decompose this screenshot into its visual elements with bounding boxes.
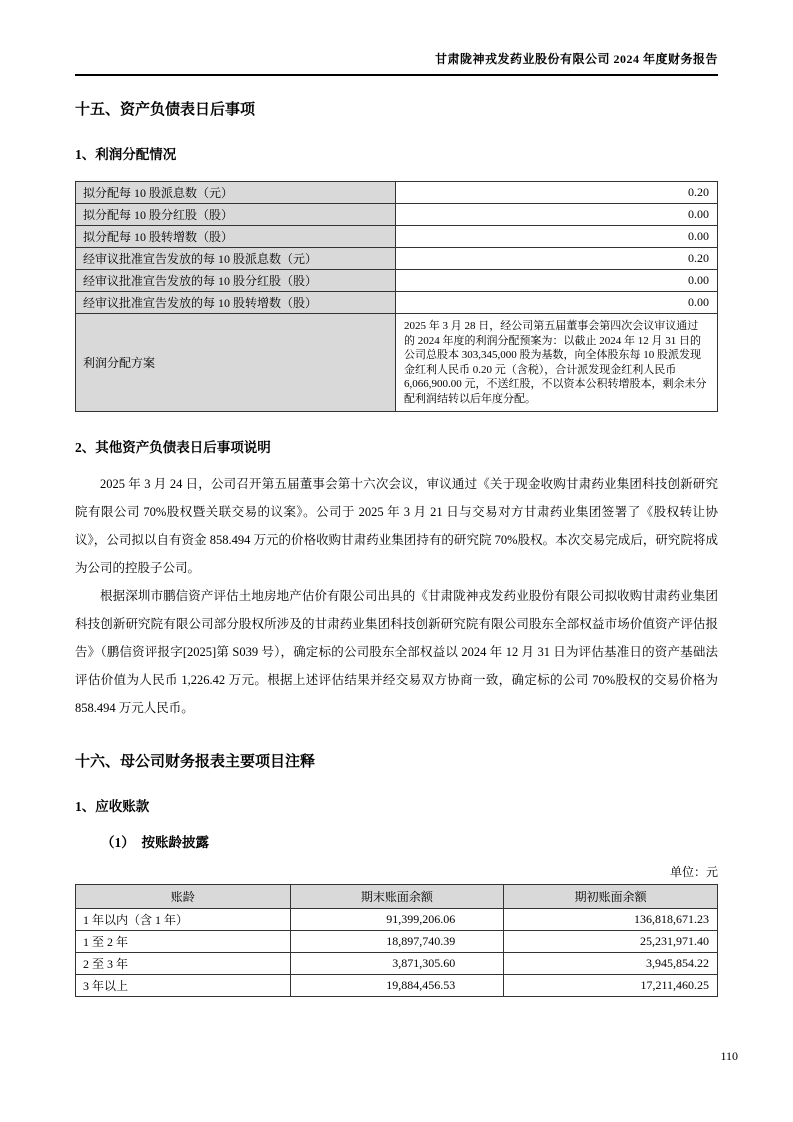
opening-balance-cell: 25,231,971.40 [504, 931, 718, 953]
opening-balance-cell: 3,945,854.22 [504, 953, 718, 975]
other-events-paragraph-1: 2025 年 3 月 24 日，公司召开第五届董事会第十六次会议，审议通过《关于现金收购甘肃药业集团科技创新研究院有限公司 70%股权暨关联交易的议案》。公司于 2025 年 3 月 21 日与交易对方甘肃药业集团签署了《股权转让协议》，公司拟以自有资金 858.494 万元的价格收购甘肃药业集团持有的研究院 70%股权。本次交易完成后，研究院将成为公司的控股子公司。 [75, 477, 718, 575]
profit-distribution-heading: 1、利润分配情况 [75, 147, 177, 162]
closing-balance-cell: 19,884,456.53 [290, 975, 504, 997]
other-events-heading: 2、其他资产负债表日后事项说明 [75, 440, 271, 455]
closing-balance-cell: 91,399,206.06 [290, 909, 504, 931]
row-label: 经审议批准宣告发放的每 10 股派息数（元） [76, 248, 396, 270]
plan-label: 利润分配方案 [76, 314, 396, 412]
opening-balance-cell: 136,818,671.23 [504, 909, 718, 931]
opening-balance-cell: 17,211,460.25 [504, 975, 718, 997]
column-header-closing-balance: 期末账面余额 [290, 885, 504, 909]
row-label: 拟分配每 10 股分红股（股） [76, 204, 396, 226]
table-row [76, 248, 718, 270]
table-row [76, 931, 718, 953]
report-title: 甘肃陇神戎发药业股份有限公司 2024 年度财务报告 [434, 52, 718, 66]
section-15-heading: 十五、资产负债表日后事项 [75, 102, 256, 118]
row-label: 经审议批准宣告发放的每 10 股分红股（股） [76, 270, 396, 292]
aging-cell: 3 年以上 [76, 975, 291, 997]
row-value: 0.20 [396, 248, 718, 270]
aging-table [75, 884, 718, 997]
aging-table-header-row [76, 885, 718, 909]
table-row [76, 226, 718, 248]
aging-disclosure-heading: （1） 按账龄披露 [101, 835, 209, 850]
row-value: 0.20 [396, 182, 718, 204]
profit-distribution-table [75, 181, 718, 412]
column-header-aging: 账龄 [76, 885, 291, 909]
aging-cell: 1 年以内（含 1 年） [76, 909, 291, 931]
page-header [75, 50, 718, 76]
table-row [76, 975, 718, 997]
table-row [76, 953, 718, 975]
table-row [76, 204, 718, 226]
unit-label: 单位：元 [669, 865, 718, 879]
section-16-heading: 十六、母公司财务报表主要项目注释 [75, 754, 316, 770]
table-row [76, 270, 718, 292]
table-row [76, 182, 718, 204]
row-value: 0.00 [396, 270, 718, 292]
table-row-plan [76, 314, 718, 412]
plan-text: 2025 年 3 月 28 日，经公司第五届董事会第四次会议审议通过的 2024 年度的利润分配预案为：以截止 2024 年 12 月 31 日的公司总股本 303,345,000 股为基数，向全体股东每 10 股派发现金红利人民币 0.20 元（含税），合计派发现金红利人民币 6,066,900.00 元，不送红股，不以资本公积转增股本，剩余未分配利润结转以后年度分配。 [396, 314, 718, 412]
row-value: 0.00 [396, 226, 718, 248]
row-value: 0.00 [396, 292, 718, 314]
table-row [76, 909, 718, 931]
row-label: 拟分配每 10 股转增数（股） [76, 226, 396, 248]
column-header-opening-balance: 期初账面余额 [504, 885, 718, 909]
aging-cell: 1 至 2 年 [76, 931, 291, 953]
receivables-heading: 1、应收账款 [75, 799, 150, 814]
row-label: 拟分配每 10 股派息数（元） [76, 182, 396, 204]
table-row [76, 292, 718, 314]
closing-balance-cell: 3,871,305.60 [290, 953, 504, 975]
row-label: 经审议批准宣告发放的每 10 股转增数（股） [76, 292, 396, 314]
row-value: 0.00 [396, 204, 718, 226]
aging-cell: 2 至 3 年 [76, 953, 291, 975]
page-number: 110 [720, 1049, 738, 1063]
closing-balance-cell: 18,897,740.39 [290, 931, 504, 953]
other-events-paragraph-2: 根据深圳市鹏信资产评估土地房地产估价有限公司出具的《甘肃陇神戎发药业股份有限公司拟收购甘肃药业集团科技创新研究院有限公司部分股权所涉及的甘肃药业集团科技创新研究院有限公司股东全部权益市场价值资产评估报告》（鹏信资评报字[2025]第 S039 号），确定标的公司股东全部权益以 2024 年 12 月 31 日为评估基准日的资产基础法评估价值为人民币 1,226.42 万元。根据上述评估结果并经交易双方协商一致，确定标的公司 70%股权的交易价格为 858.494 万元人民币。 [75, 589, 718, 715]
